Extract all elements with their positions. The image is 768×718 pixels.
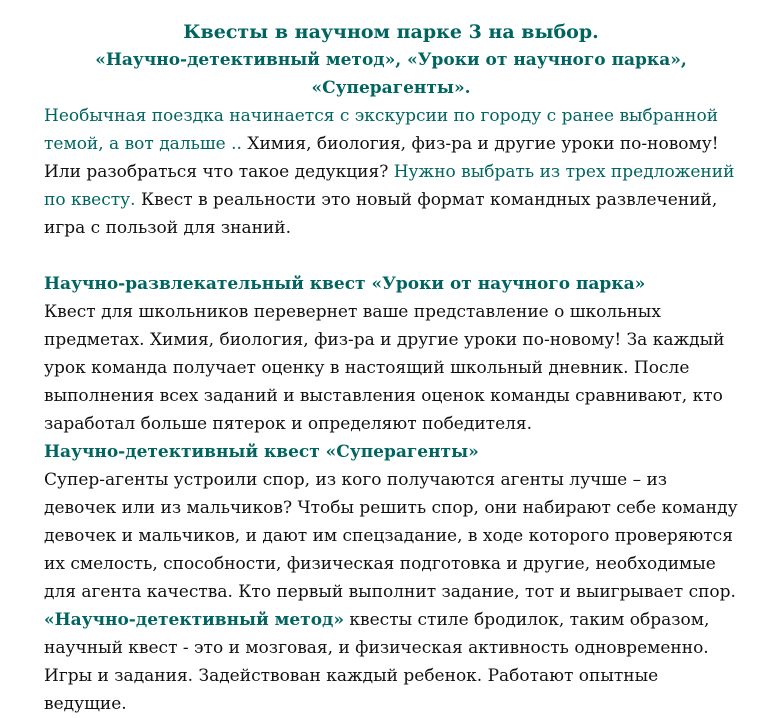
document-subtitle: «Научно-детективный метод», «Уроки от научного парка», «Суперагенты». — [95, 50, 687, 98]
section-heading-lessons: Научно-развлекательный квест «Уроки от научного парка» — [44, 274, 646, 294]
section-body-method: квесты стиле бродилок, таким образом, научный квест - это и мозговая, и физическая активность одновременно. Игры и задания. Задействован каждый ребенок. Работают опытные ведущие. — [44, 610, 710, 714]
section-heading-superagents: Научно-детективный квест «Суперагенты» — [44, 442, 479, 462]
intro-teal-text-2: Нужно выбрать из трех предложений по квесту. — [44, 162, 735, 210]
intro-teal-text: Необычная поездка начинается с экскурсии по городу с ранее выбранной темой, а вот дальше .. — [44, 106, 719, 154]
intro-text-2: Квест в реальности это новый формат командных развлечений, игра с пользой для знаний. — [44, 190, 718, 238]
section-lead-method: «Научно-детективный метод» — [44, 610, 345, 630]
section-body-lessons: Квест для школьников перевернет ваше представление о школьных предметах. Химия, биология, физ-ра и другие уроки по-новому! За каждый урок команда получает оценку в настоящий школьный дневник. После выполнения всех заданий и выставления оценок команды сравнивают, кто заработал больше пятерок и определяют победителя. — [44, 302, 725, 434]
section-body-superagents: Супер-агенты устроили спор, из кого получаются агенты лучше – из девочек или из мальчиков? Чтобы решить спор, они набирают себе команду девочек и мальчиков, и дают им спецзадание, в ходе которого проверяются их смелость, способности, физическая подготовка и другие, необходимые для агента качества. Кто первый выполнит задание, тот и выигрывает спор. — [44, 470, 738, 602]
paragraph-gap — [44, 242, 738, 270]
document-title: Квесты в научном парке 3 на выбор. — [183, 21, 599, 43]
intro-text-1: Химия, биология, физ-ра и другие уроки по-новому! Или разобраться что такое дедукция? — [44, 134, 719, 182]
section-paragraph-method — [44, 606, 738, 718]
intro-paragraph — [44, 102, 738, 242]
